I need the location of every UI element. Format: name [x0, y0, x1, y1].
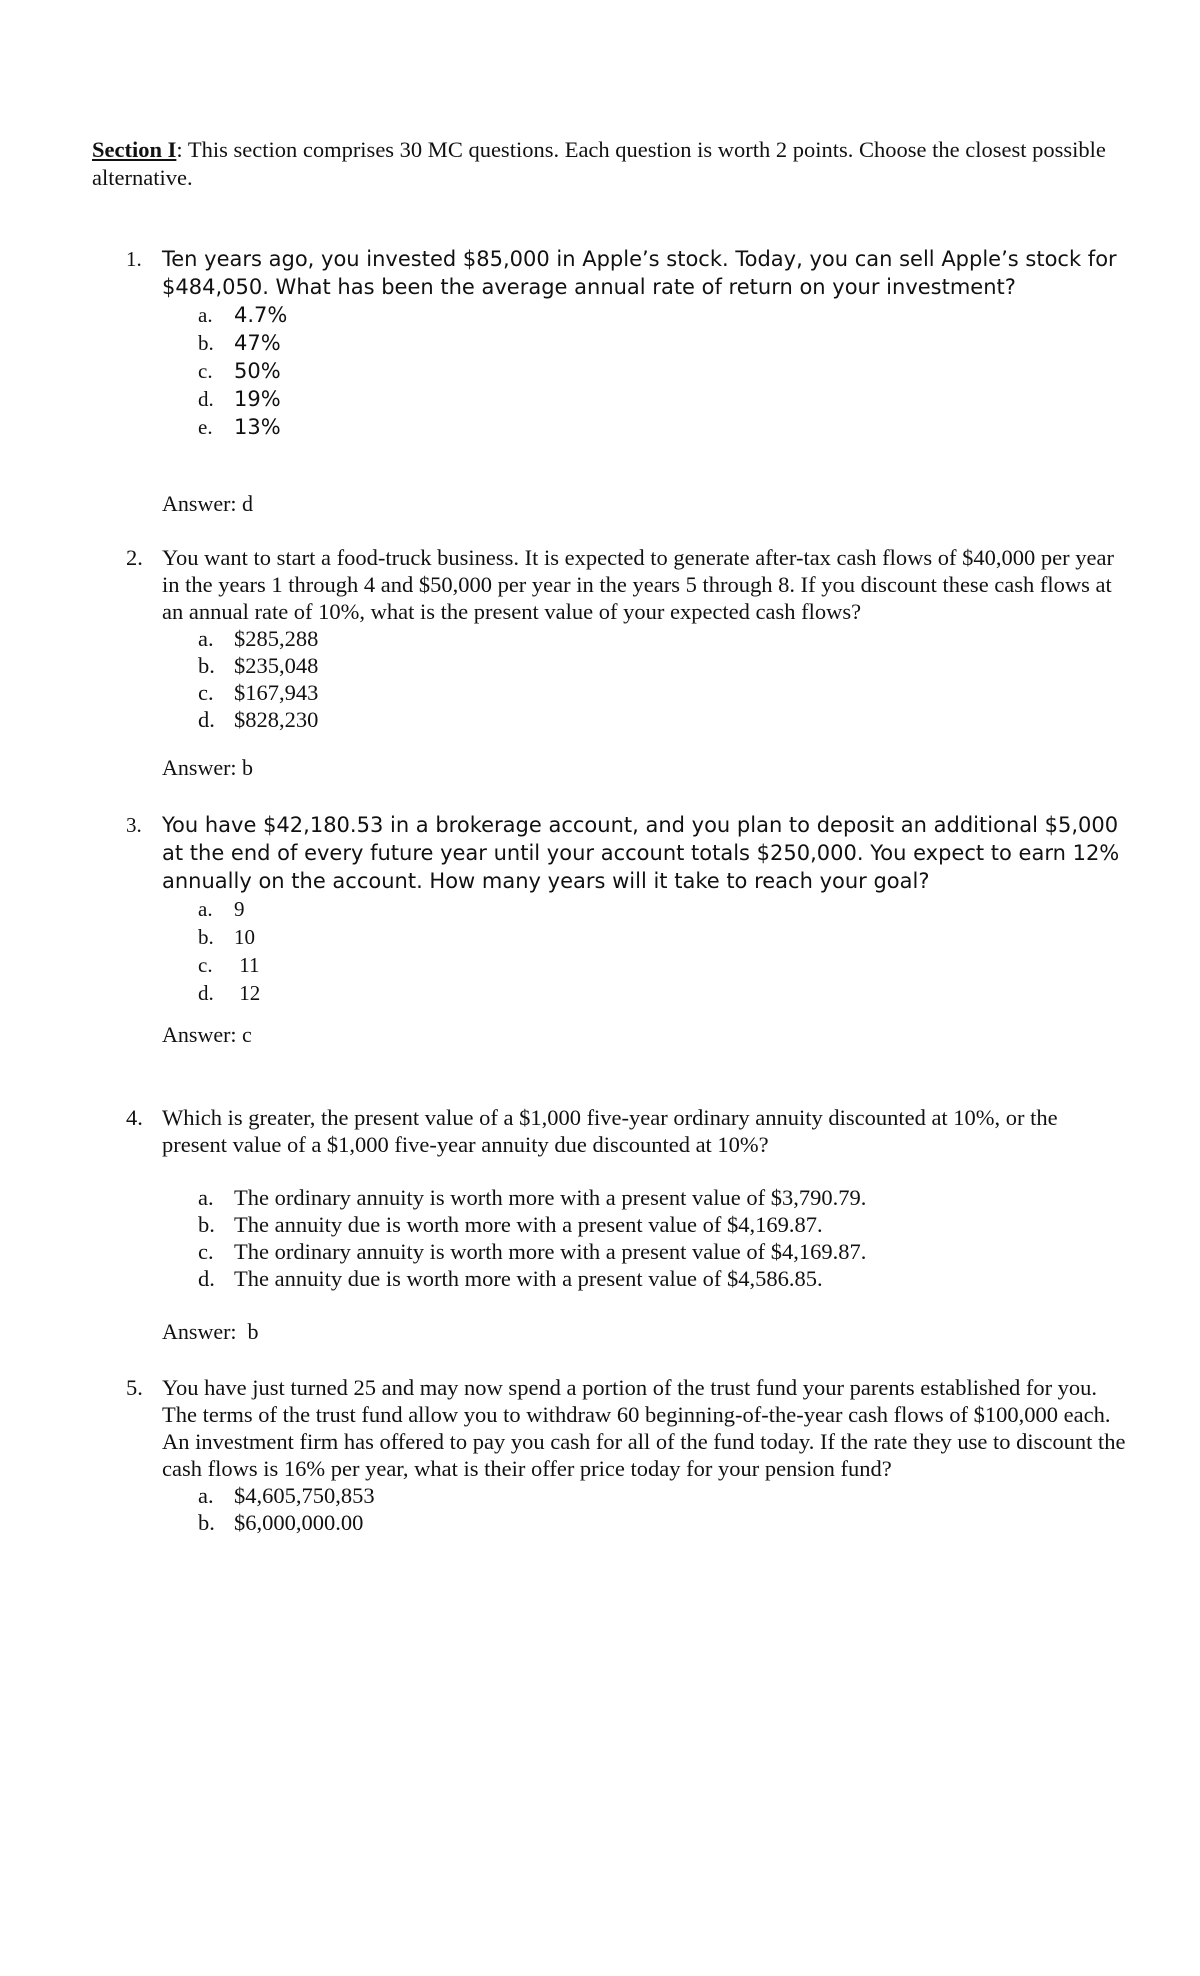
- option-letter: b.: [198, 1212, 215, 1237]
- option-letter: d.: [198, 387, 214, 411]
- option-a: [198, 1184, 1126, 1211]
- option-letter: a.: [198, 1483, 214, 1508]
- section-header: [92, 136, 1112, 192]
- option-text: 12: [234, 981, 261, 1005]
- option-letter: c.: [198, 680, 214, 705]
- option-b: [198, 1509, 1126, 1536]
- option-a: [198, 895, 1126, 923]
- question-2: [126, 544, 1126, 733]
- option-letter: b.: [198, 653, 215, 678]
- option-letter: a.: [198, 626, 214, 651]
- option-b: [198, 1211, 1126, 1238]
- option-text: $6,000,000.00: [234, 1510, 364, 1535]
- option-d: [198, 979, 1126, 1007]
- answer-1: Answer: d: [162, 491, 254, 516]
- option-text: The annuity due is worth more with a present value of $4,586.85.: [234, 1266, 823, 1291]
- option-letter: a.: [198, 303, 213, 327]
- option-letter: c.: [198, 359, 213, 383]
- question-text: Which is greater, the present value of a $1,000 five-year ordinary annuity discounted at 10%, or the present value of a $1,000 five-year annuity due discounted at 10%?: [162, 1105, 1058, 1157]
- question-text: You have just turned 25 and may now spend a portion of the trust fund your parents established for you. The terms of the trust fund allow you to withdraw 60 beginning-of-the-year cash flows of $100,000 each. An investment firm has offered to pay you cash for all of the fund today. If the rate they use to discount the cash flows is 16% per year, what is their offer price today for your pension fund?: [162, 1375, 1126, 1481]
- option-text: $167,943: [234, 680, 319, 705]
- option-text: 50%: [234, 359, 281, 383]
- option-b: [198, 329, 1126, 357]
- option-letter: d.: [198, 981, 214, 1005]
- section-label: Section I: [92, 137, 177, 162]
- option-letter: a.: [198, 897, 213, 921]
- question-text: You have $42,180.53 in a brokerage account, and you plan to deposit an additional $5,000 at the end of every future year until your account totals $250,000. You expect to earn 12% annually on the account. How many years will it take to reach your goal?: [162, 813, 1120, 893]
- option-text: 10: [234, 925, 255, 949]
- question-3: [126, 811, 1126, 1007]
- option-letter: c.: [198, 953, 213, 977]
- option-d: [198, 706, 1126, 733]
- section-instructions: : This section comprises 30 MC questions. Each question is worth 2 points. Choose the closest possible alternative.: [92, 137, 1106, 190]
- option-letter: d.: [198, 1266, 215, 1291]
- option-text: $4,605,750,853: [234, 1483, 375, 1508]
- option-c: [198, 951, 1126, 979]
- option-text: 13%: [234, 415, 281, 439]
- option-text: 11: [234, 953, 260, 977]
- option-b: [198, 923, 1126, 951]
- option-e: [198, 413, 1126, 441]
- option-letter: b.: [198, 925, 214, 949]
- question-number: 5.: [126, 1375, 143, 1400]
- question-number: 4.: [126, 1105, 143, 1130]
- option-letter: a.: [198, 1185, 214, 1210]
- option-text: 4.7%: [234, 303, 288, 327]
- option-a: [198, 625, 1126, 652]
- question-number: 2.: [126, 545, 143, 570]
- answer-3: Answer: c: [162, 1022, 252, 1047]
- option-a: [198, 301, 1126, 329]
- question-4: [126, 1104, 1126, 1292]
- option-text: 19%: [234, 387, 281, 411]
- answer-2: Answer: b: [162, 755, 254, 780]
- option-a: [198, 1482, 1126, 1509]
- answer-4: Answer: b: [162, 1319, 259, 1344]
- question-1: [126, 245, 1126, 441]
- option-text: $285,288: [234, 626, 319, 651]
- question-number: 1.: [126, 247, 142, 271]
- option-b: [198, 652, 1126, 679]
- question-text: You want to start a food-truck business. It is expected to generate after-tax cash flows of $40,000 per year in the years 1 through 4 and $50,000 per year in the years 5 through 8. If you discount these cash flows at an annual rate of 10%, what is the present value of your expected cash flows?: [162, 545, 1114, 624]
- option-text: The annuity due is worth more with a present value of $4,169.87.: [234, 1212, 823, 1237]
- option-letter: b.: [198, 331, 214, 355]
- option-letter: d.: [198, 707, 215, 732]
- question-number: 3.: [126, 813, 142, 837]
- option-c: [198, 357, 1126, 385]
- option-letter: e.: [198, 415, 213, 439]
- option-text: $828,230: [234, 707, 319, 732]
- option-c: [198, 679, 1126, 706]
- question-5: [126, 1374, 1126, 1536]
- option-text: The ordinary annuity is worth more with a present value of $4,169.87.: [234, 1239, 867, 1264]
- option-text: The ordinary annuity is worth more with a present value of $3,790.79.: [234, 1185, 867, 1210]
- option-letter: c.: [198, 1239, 214, 1264]
- option-c: [198, 1238, 1126, 1265]
- option-text: $235,048: [234, 653, 319, 678]
- option-letter: b.: [198, 1510, 215, 1535]
- option-d: [198, 385, 1126, 413]
- option-text: 9: [234, 897, 245, 921]
- option-text: 47%: [234, 331, 281, 355]
- question-text: Ten years ago, you invested $85,000 in Apple’s stock. Today, you can sell Apple’s stock for $484,050. What has been the average annual rate of return on your investment?: [162, 247, 1117, 299]
- option-d: [198, 1265, 1126, 1292]
